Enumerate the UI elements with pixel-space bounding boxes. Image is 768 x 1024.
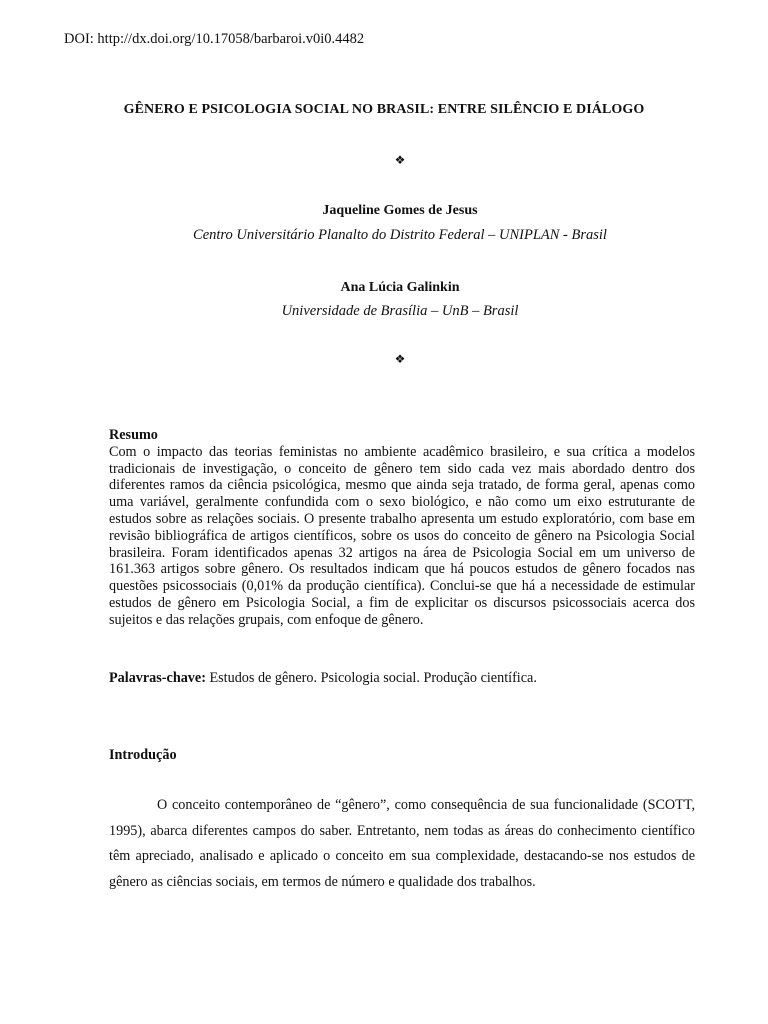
introduction-paragraph: O conceito contemporâneo de “gênero”, como consequência de sua funcionalidade (SCOTT, 1995), abarca diferentes campos do saber. Entretanto, nem todas as áreas do conhecimento científico têm apreciado, analisado e aplicado o conceito em sua complexidade, destacando-se nos estudos de gênero as ciências sociais, em termos de número e qualidade dos trabalhos. [109, 797, 695, 890]
ornament-separator-bottom: ❖ [394, 352, 406, 366]
keywords-line [109, 670, 709, 687]
ornament-separator-top: ❖ [394, 153, 406, 167]
abstract-body: Com o impacto das teorias feministas no ambiente acadêmico brasileiro, e sua crítica a modelos tradicionais de investigação, o conceito de gênero tem sido cada vez mais abordado dentro dos diferentes ramos da ciência psicológica, mesmo que ainda seja tratado, de forma geral, apenas como uma variável, geralmente confundida com o sexo biológico, e não como um eixo estruturante de estudos sobre as relações sociais. O presente trabalho apresenta um estudo exploratório, com base em revisão bibliográfica de artigos científicos, sobre os usos do conceito de gênero na Psicologia Social brasileira. Foram identificados apenas 32 artigos na área de Psicologia Social em um universo de 161.363 artigos sobre gênero. Os resultados indicam que há poucos estudos de gênero focados nas questões psicossociais (0,01% da produção científica). Conclui-se que há a necessidade de estimular estudos de gênero em Psicologia Social, a fim de explicitar os discursos psicossociais acerca dos sujeitos e das relações grupais, com enfoque de gênero. [109, 443, 695, 628]
author-name-1: Jaqueline Gomes de Jesus [322, 203, 478, 218]
keywords-value: Estudos de gênero. Psicologia social. Produção científica. [209, 670, 537, 686]
introduction-heading: Introdução [109, 747, 177, 763]
abstract-heading: Resumo [109, 427, 158, 443]
keywords-label: Palavras-chave: [109, 670, 206, 686]
doi-text: DOI: http://dx.doi.org/10.17058/barbaroi.v0i0.4482 [64, 31, 365, 47]
paper-title: GÊNERO E PSICOLOGIA SOCIAL NO BRASIL: ENTRE SILÊNCIO E DIÁLOGO [123, 102, 645, 117]
author-affiliation-2: Universidade de Brasília – UnB – Brasil [281, 303, 519, 319]
abstract-section [109, 427, 695, 629]
author-affiliation-1: Centro Universitário Planalto do Distrito Federal – UNIPLAN - Brasil [193, 227, 607, 243]
author-name-2: Ana Lúcia Galinkin [340, 280, 460, 295]
